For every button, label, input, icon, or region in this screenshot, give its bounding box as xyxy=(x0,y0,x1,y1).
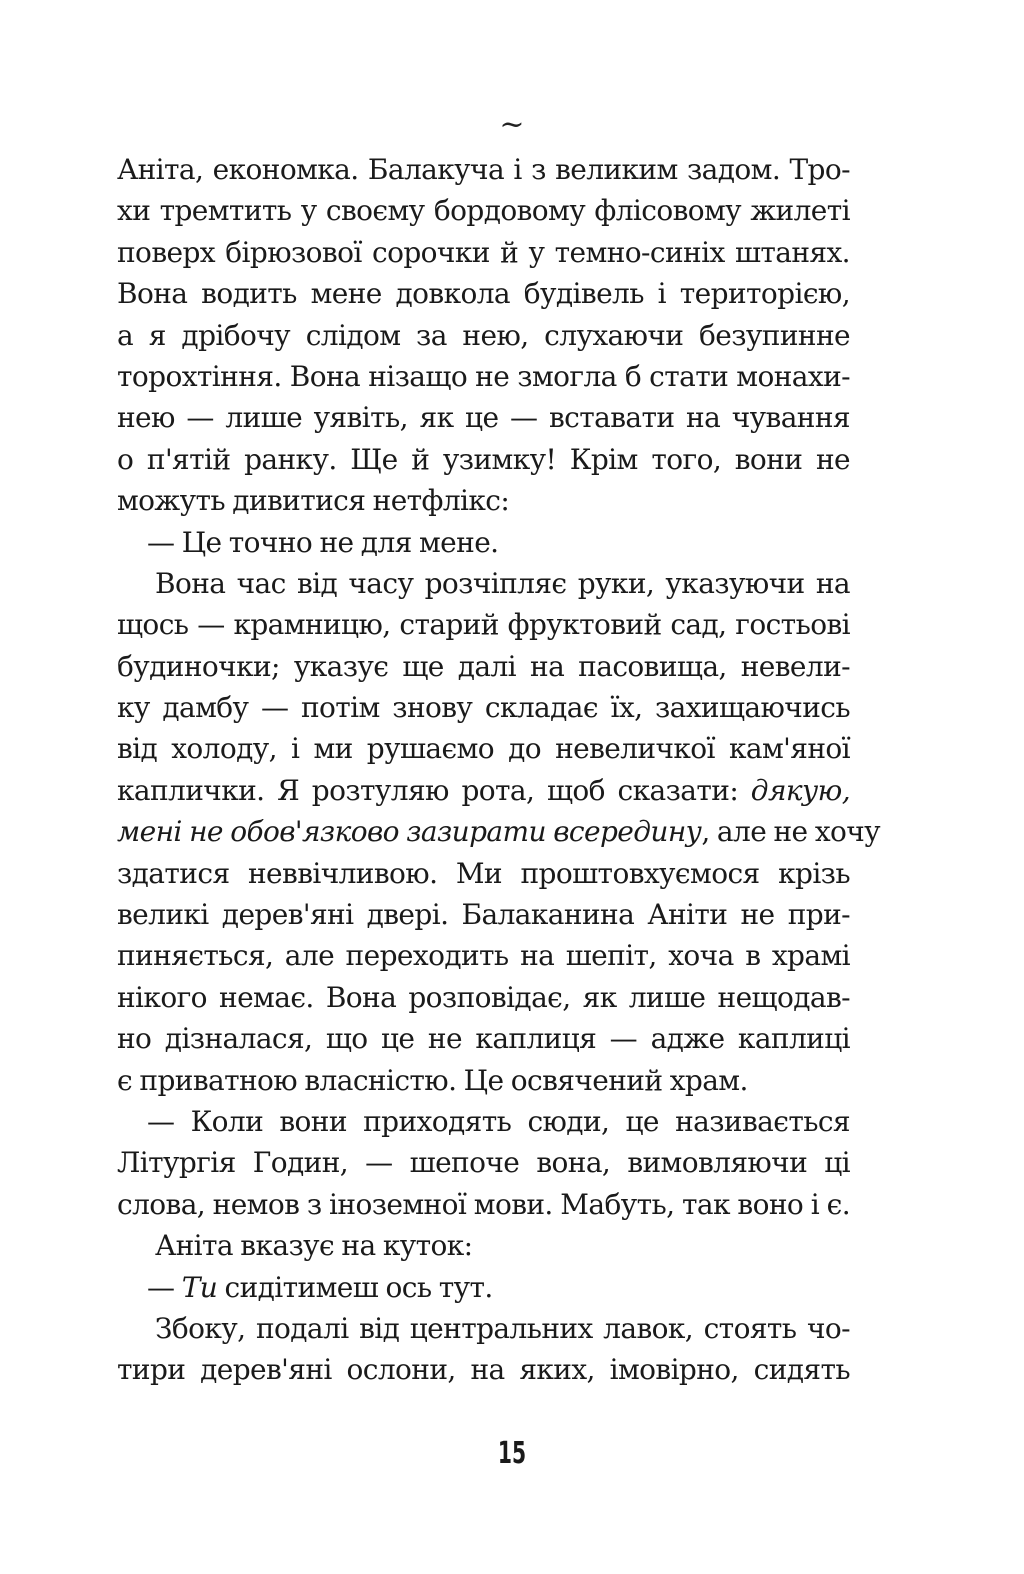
italic-segment: дякую, xyxy=(750,773,850,807)
text-line: будиночки; указує ще далі на пасовища, невели- xyxy=(117,649,850,683)
text-line: нею — лише уявіть, як це — вставати на чування xyxy=(117,401,850,435)
text-line: від холоду, і ми рушаємо до невеличкої кам'яної xyxy=(117,732,850,766)
text-line xyxy=(117,1267,850,1308)
text-line: слова, немов з іноземної мови. Мабуть, так воно і є. xyxy=(117,1187,850,1221)
text-line: — Це точно не для мене. xyxy=(147,525,499,559)
text-line: о п'ятій ранку. Ще й узимку! Крім того, вони не xyxy=(117,442,850,476)
italic-segment: мені не обов'язково зазирати всередину xyxy=(117,815,702,849)
body-text xyxy=(117,149,881,1391)
text-line: Збоку, подалі від центральних лавок, стоять чо- xyxy=(155,1311,850,1345)
text-line: Вона час від часу розчіпляє руки, указуючи на xyxy=(155,566,850,600)
italic-segment: Ти xyxy=(181,1270,218,1304)
text-line: Аніта, економка. Балакуча і з великим задом. Тро- xyxy=(117,153,850,186)
text-line: можуть дивитися нетфлікс: xyxy=(117,484,510,518)
section-ornament: ~ xyxy=(499,107,525,142)
text-line xyxy=(117,770,850,811)
text-line: но дізналася, що це не каплиця — адже каплиці xyxy=(117,1022,850,1056)
text-line: великі дерев'яні двері. Балаканина Аніти не при- xyxy=(117,898,850,932)
text-line: здатися неввічливою. Ми проштовхуємося крізь xyxy=(117,856,850,890)
text-line: нікого немає. Вона розповідає, як лише нещодав- xyxy=(117,980,850,1014)
text-segment: каплички. Я розтуляю рота, щоб сказати: xyxy=(117,773,751,807)
text-line: а я дрібочу слідом за нею, слухаючи безупинне xyxy=(117,318,850,352)
text-line: є приватною власністю. Це освячений храм. xyxy=(117,1063,748,1097)
text-segment: — xyxy=(147,1270,182,1304)
text-line: хи тремтить у своєму бордовому флісовому жилеті xyxy=(117,194,850,228)
text-line: тири дерев'яні ослони, на яких, імовірно, сидять xyxy=(117,1353,850,1387)
text-line: Аніта вказує на куток: xyxy=(155,1229,473,1263)
text-line: — Коли вони приходять сюди, це називається xyxy=(147,1104,850,1138)
text-line: торохтіння. Вона нізащо не змогла б стати монахи- xyxy=(117,359,850,393)
text-line: поверх бірюзової сорочки й у темно-синіх штанях. xyxy=(117,235,850,269)
text-line: ку дамбу — потім знову складає їх, захищаючись xyxy=(117,691,850,725)
text-line: Вона водить мене довкола будівель і територією, xyxy=(117,277,850,311)
text-segment: , але не хочу xyxy=(701,815,881,849)
text-segment: сидітимеш ось тут. xyxy=(217,1270,493,1304)
text-line: Літургія Годин, — шепоче вона, вимовляючи ці xyxy=(117,1146,850,1180)
page-number: 15 xyxy=(497,1436,527,1471)
text-line: щось — крамницю, старий фруктовий сад, гостьові xyxy=(117,608,850,642)
text-line xyxy=(117,811,881,852)
text-line: пиняється, але переходить на шепіт, хоча в храмі xyxy=(117,939,850,973)
